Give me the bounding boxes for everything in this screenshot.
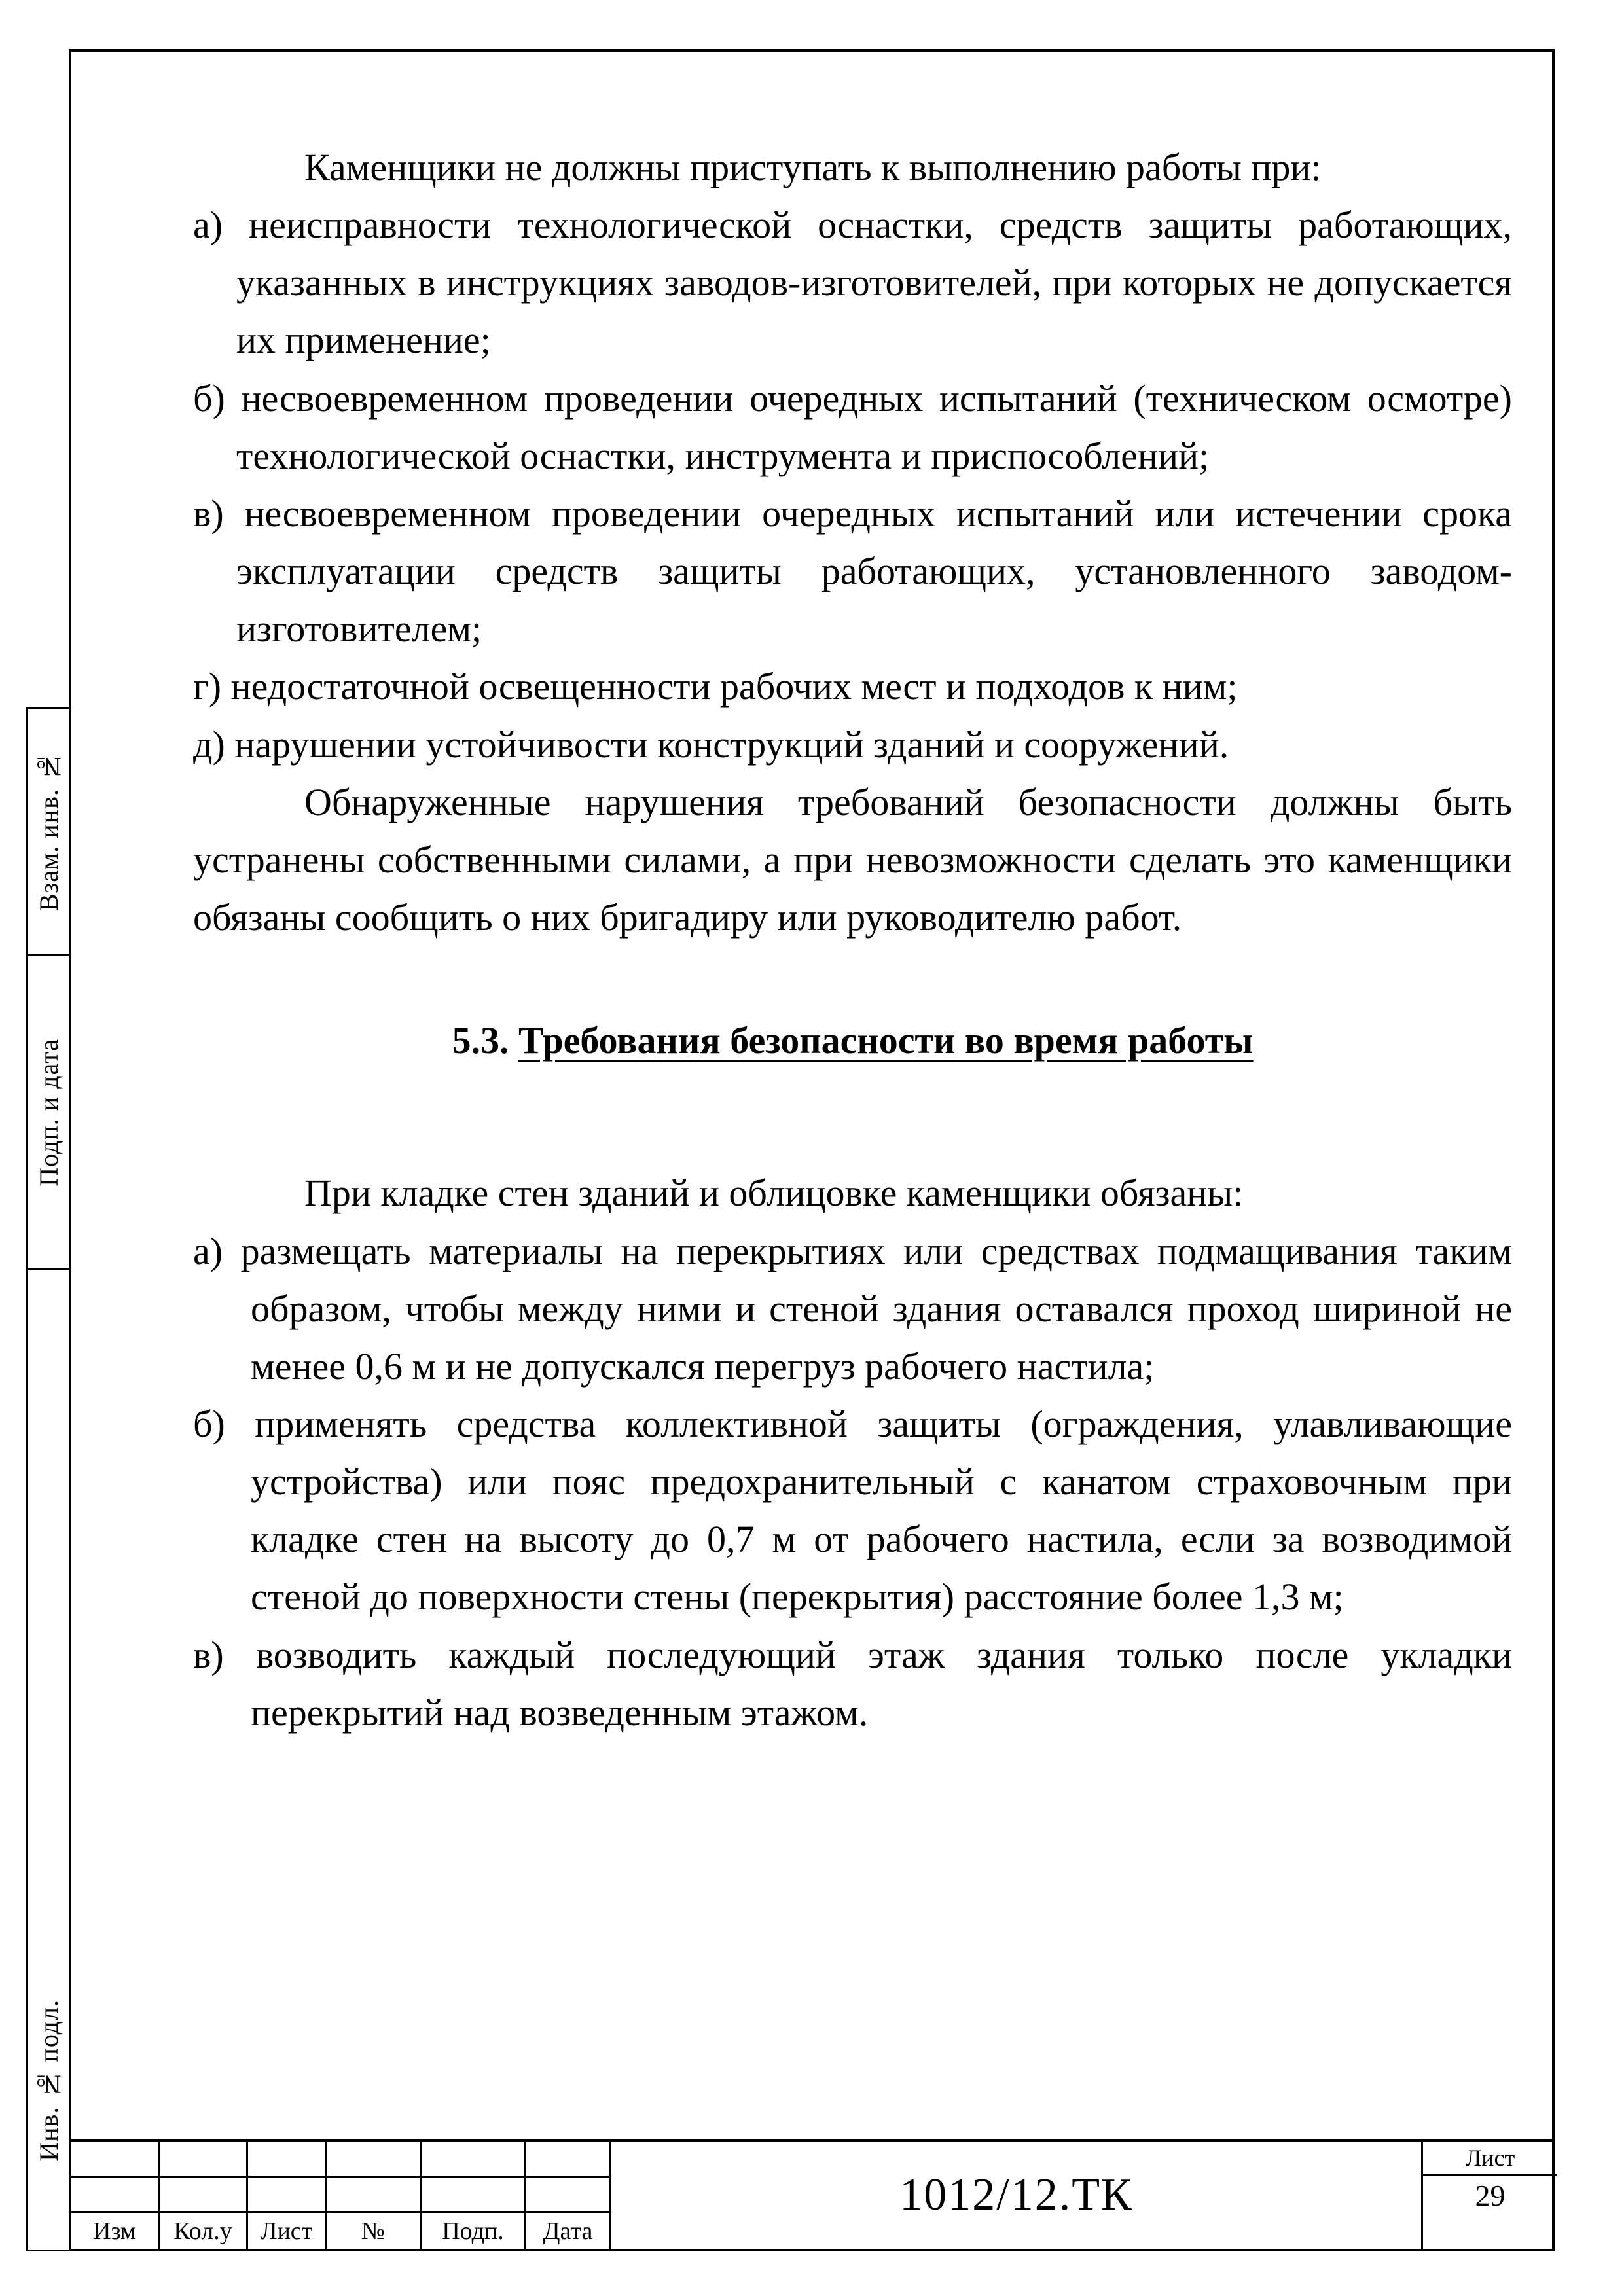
title-block-cell-empty: [327, 2178, 422, 2214]
list2-item-b: [193, 1395, 1512, 1626]
item-marker: а): [193, 204, 223, 247]
document-content: [193, 139, 1512, 1742]
item-marker: б): [193, 376, 225, 420]
sheet-cell: [1423, 2142, 1557, 2249]
left-stamp-column: [26, 707, 71, 2251]
title-block-col-izm: Изм: [71, 2213, 160, 2249]
list1-item-d: [193, 716, 1512, 774]
title-block-cell-empty: [160, 2178, 248, 2214]
paragraph-intro-2: При кладке стен зданий и облицовке каменщики обязаны:: [304, 1172, 1244, 1215]
title-block-cell-empty: [248, 2142, 327, 2178]
item-text: несвоевременном проведении очередных испытаний или истечении срока эксплуатации средств защиты работающих, установленного заводом-изготовителем;: [236, 492, 1512, 651]
document-number: 1012/12.ТК: [899, 2170, 1133, 2220]
item-text: применять средства коллективной защиты (ограждения, улавливающие устройства) или пояс предохранительный с канатом страховочным при кладке стен на высоту до 0,7 м от рабочего настила, если за возводимой стеной до поверхности стены (перекрытия) расстояние более 1,3 м;: [251, 1402, 1512, 1619]
list2-item-v: [193, 1626, 1512, 1742]
title-block: [69, 2139, 1555, 2251]
item-marker: б): [193, 1402, 225, 1445]
list1-item-v: [193, 485, 1512, 658]
heading-number: 5.3.: [452, 1019, 509, 1062]
list2-item-a: [193, 1223, 1512, 1395]
paragraph-intro-1: Каменщики не должны приступать к выполнению работы при:: [304, 146, 1322, 188]
heading-title: Требования безопасности во время работы: [518, 1019, 1254, 1062]
title-block-cell-empty: [327, 2142, 422, 2178]
sheet-number: 29: [1475, 2179, 1506, 2212]
item-text: неисправности технологической оснастки, средств защиты работающих, указанных в инструкциях заводов-изготовителей, при которых не допускается их применение;: [236, 204, 1513, 362]
sheet-label: Лист: [1423, 2142, 1557, 2176]
list1-item-a: [193, 196, 1512, 369]
stamp-label-vzam-inv: Взам. инв. №: [34, 751, 63, 912]
title-block-cell-empty: [422, 2178, 526, 2214]
item-marker: г): [193, 665, 222, 708]
stamp-section-vzam-inv: [28, 709, 69, 956]
title-block-cell-empty: [526, 2142, 611, 2178]
item-marker: д): [193, 723, 225, 766]
title-block-cell-empty: [160, 2142, 248, 2178]
item-text: недостаточной освещенности рабочих мест и подходов к ним;: [230, 665, 1238, 708]
stamp-section-inv-podl: [28, 1270, 69, 2250]
item-marker: а): [193, 1229, 223, 1272]
title-block-col-data: Дата: [526, 2213, 611, 2249]
list1-item-g: [193, 658, 1512, 715]
title-block-col-podp: Подп.: [422, 2213, 526, 2249]
title-block-col-list: Лист: [248, 2213, 327, 2249]
paragraph-violations: Обнаруженные нарушения требований безопасности должны быть устранены собственными силами, а при невозможности сделать это каменщики обязаны сообщить о них бригадиру или руководителю работ.: [193, 780, 1512, 939]
list1-item-b: [193, 370, 1512, 485]
stamp-section-podp-data: [28, 956, 69, 1270]
stamp-label-podp-data: Подп. и дата: [34, 1038, 63, 1187]
title-block-cell-empty: [526, 2178, 611, 2214]
section-heading-5-3: [193, 1012, 1512, 1069]
stamp-label-inv-podl: Инв. № подл.: [34, 2000, 63, 2161]
title-block-cell-empty: [71, 2142, 160, 2178]
item-text: нарушении устойчивости конструкций зданий и сооружений.: [234, 723, 1229, 766]
item-marker: в): [193, 1633, 224, 1676]
title-block-col-kolu: Кол.у: [160, 2213, 248, 2249]
document-number-cell: [611, 2142, 1423, 2249]
item-text: несвоевременном проведении очередных испытаний (техническом осмотре) технологической оснастки, инструмента и приспособлений;: [236, 376, 1512, 477]
item-text: возводить каждый последующий этаж здания только после укладки перекрытий над возведенным этажом.: [251, 1633, 1513, 1734]
title-block-cell-empty: [248, 2178, 327, 2214]
title-block-cell-empty: [422, 2142, 526, 2178]
item-text: размещать материалы на перекрытиях или средствах подмащивания таким образом, чтобы между ними и стеной здания оставался проход шириной не менее 0,6 м и не допускался перегруз рабочего настила;: [240, 1229, 1513, 1388]
title-block-grid: [71, 2142, 611, 2249]
title-block-cell-empty: [71, 2178, 160, 2214]
title-block-col-num: №: [327, 2213, 422, 2249]
item-marker: в): [193, 492, 224, 535]
